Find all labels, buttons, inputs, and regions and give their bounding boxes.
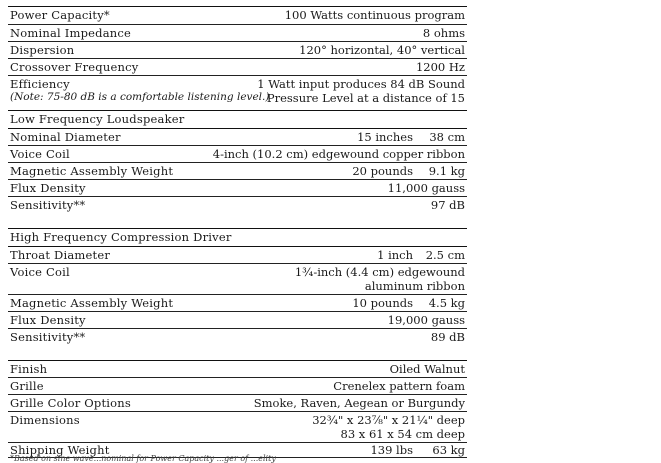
spec-value-metric: 4.5 kg [428,296,465,310]
spec-value-imperial: 20 pounds [352,164,413,178]
spec-value: 89 dB [430,330,465,344]
spec-value-metric: 63 kg [432,443,465,457]
spec-row-hf-voice-coil [8,263,467,295]
spec-label: Flux Density [10,313,86,327]
spec-value: Oiled Walnut [389,362,465,376]
spec-row-efficiency [8,75,467,110]
spec-row-dimensions [8,411,467,443]
spec-value-line2: aluminum ribbon [364,279,465,293]
section-title: Low Frequency Loudspeaker [10,112,185,126]
spec-value: 4-inch (10.2 cm) edgewound copper ribbon [212,147,465,161]
spec-row-hf-magnetic-weight [8,294,467,312]
spec-label: Throat Diameter [10,248,111,262]
spec-value-line2: 83 x 61 x 54 cm deep [340,427,465,441]
spec-value: 11,000 gauss [387,181,465,195]
spec-note: (Note: 75-80 dB is a comfortable listening level.) [10,91,270,103]
spec-row-finish [8,360,467,378]
spec-row-lf-magnetic-weight [8,162,467,180]
spec-label: Finish [10,362,48,376]
spec-value [343,164,465,178]
spec-row-hf-flux-density [8,311,467,329]
spec-value-metric: 2.5 cm [425,248,465,262]
spec-label: Flux Density [10,181,86,195]
section-low-frequency [8,110,467,128]
spec-label: Magnetic Assembly Weight [10,164,174,178]
spec-label: Nominal Diameter [10,130,121,144]
spec-label: Shipping Weight [10,443,110,457]
spec-label: Voice Coil [10,265,70,279]
spec-label: Sensitivity** [10,330,86,344]
spec-label: Nominal Impedance [10,26,132,40]
section-high-frequency [8,228,467,246]
section-title: High Frequency Compression Driver [10,230,232,244]
footnote: *Based on sine wave...nominal for Power Capacity ...ger of ...elity [10,454,276,463]
spec-row-power-capacity [8,6,467,24]
spec-label: Sensitivity** [10,198,86,212]
spec-label: Voice Coil [10,147,70,161]
spec-value: 1 Watt input produces 84 dB Sound [257,77,465,91]
spec-value-imperial: 1 inch [377,248,413,262]
spec-value: 100 Watts continuous program [284,8,465,22]
spec-label: Dimensions [10,413,80,427]
spec-value [343,296,465,310]
spec-row-lf-sensitivity [8,196,467,217]
spec-row-grille [8,377,467,395]
spec-row-hf-sensitivity [8,328,467,349]
spec-label: Crossover Frequency [10,60,139,74]
spec-value: Crenelex pattern foam [333,379,465,393]
spec-value-line2: Pressure Level at a distance of 15 [266,91,465,105]
spec-value: 1200 Hz [415,60,465,74]
spec-label: Grille Color Options [10,396,131,410]
spec-value: 97 dB [430,198,465,212]
spec-value [343,130,465,144]
spec-value-imperial: 139 lbs [370,443,413,457]
spec-value [343,443,465,457]
spec-row-dispersion [8,41,467,59]
spec-value [343,248,465,262]
spec-row-hf-throat-diameter [8,246,467,264]
spec-value: 1¾-inch (4.4 cm) edgewound [294,265,465,279]
spec-row-nominal-impedance [8,24,467,42]
spec-value: 32¾" x 23⅞" x 21¼" deep [312,413,465,427]
spec-row-lf-voice-coil [8,145,467,163]
spec-value: 120° horizontal, 40° vertical [299,43,465,57]
spec-value: 19,000 gauss [387,313,465,327]
spec-value-imperial: 15 inches [357,130,413,144]
spec-label: Power Capacity* [10,8,110,22]
spec-value: Smoke, Raven, Aegean or Burgundy [253,396,465,410]
spec-row-lf-flux-density [8,179,467,197]
spec-value-metric: 38 cm [429,130,465,144]
spec-row-lf-nominal-diameter [8,128,467,146]
spec-label: Efficiency [10,77,70,91]
spec-row-grille-color-options [8,394,467,412]
spec-label: Magnetic Assembly Weight [10,296,174,310]
spec-label: Dispersion [10,43,75,57]
spec-value-metric: 9.1 kg [428,164,465,178]
spec-label: Grille [10,379,44,393]
spec-row-crossover-frequency [8,58,467,76]
spec-value-imperial: 10 pounds [352,296,413,310]
spec-value: 8 ohms [422,26,465,40]
